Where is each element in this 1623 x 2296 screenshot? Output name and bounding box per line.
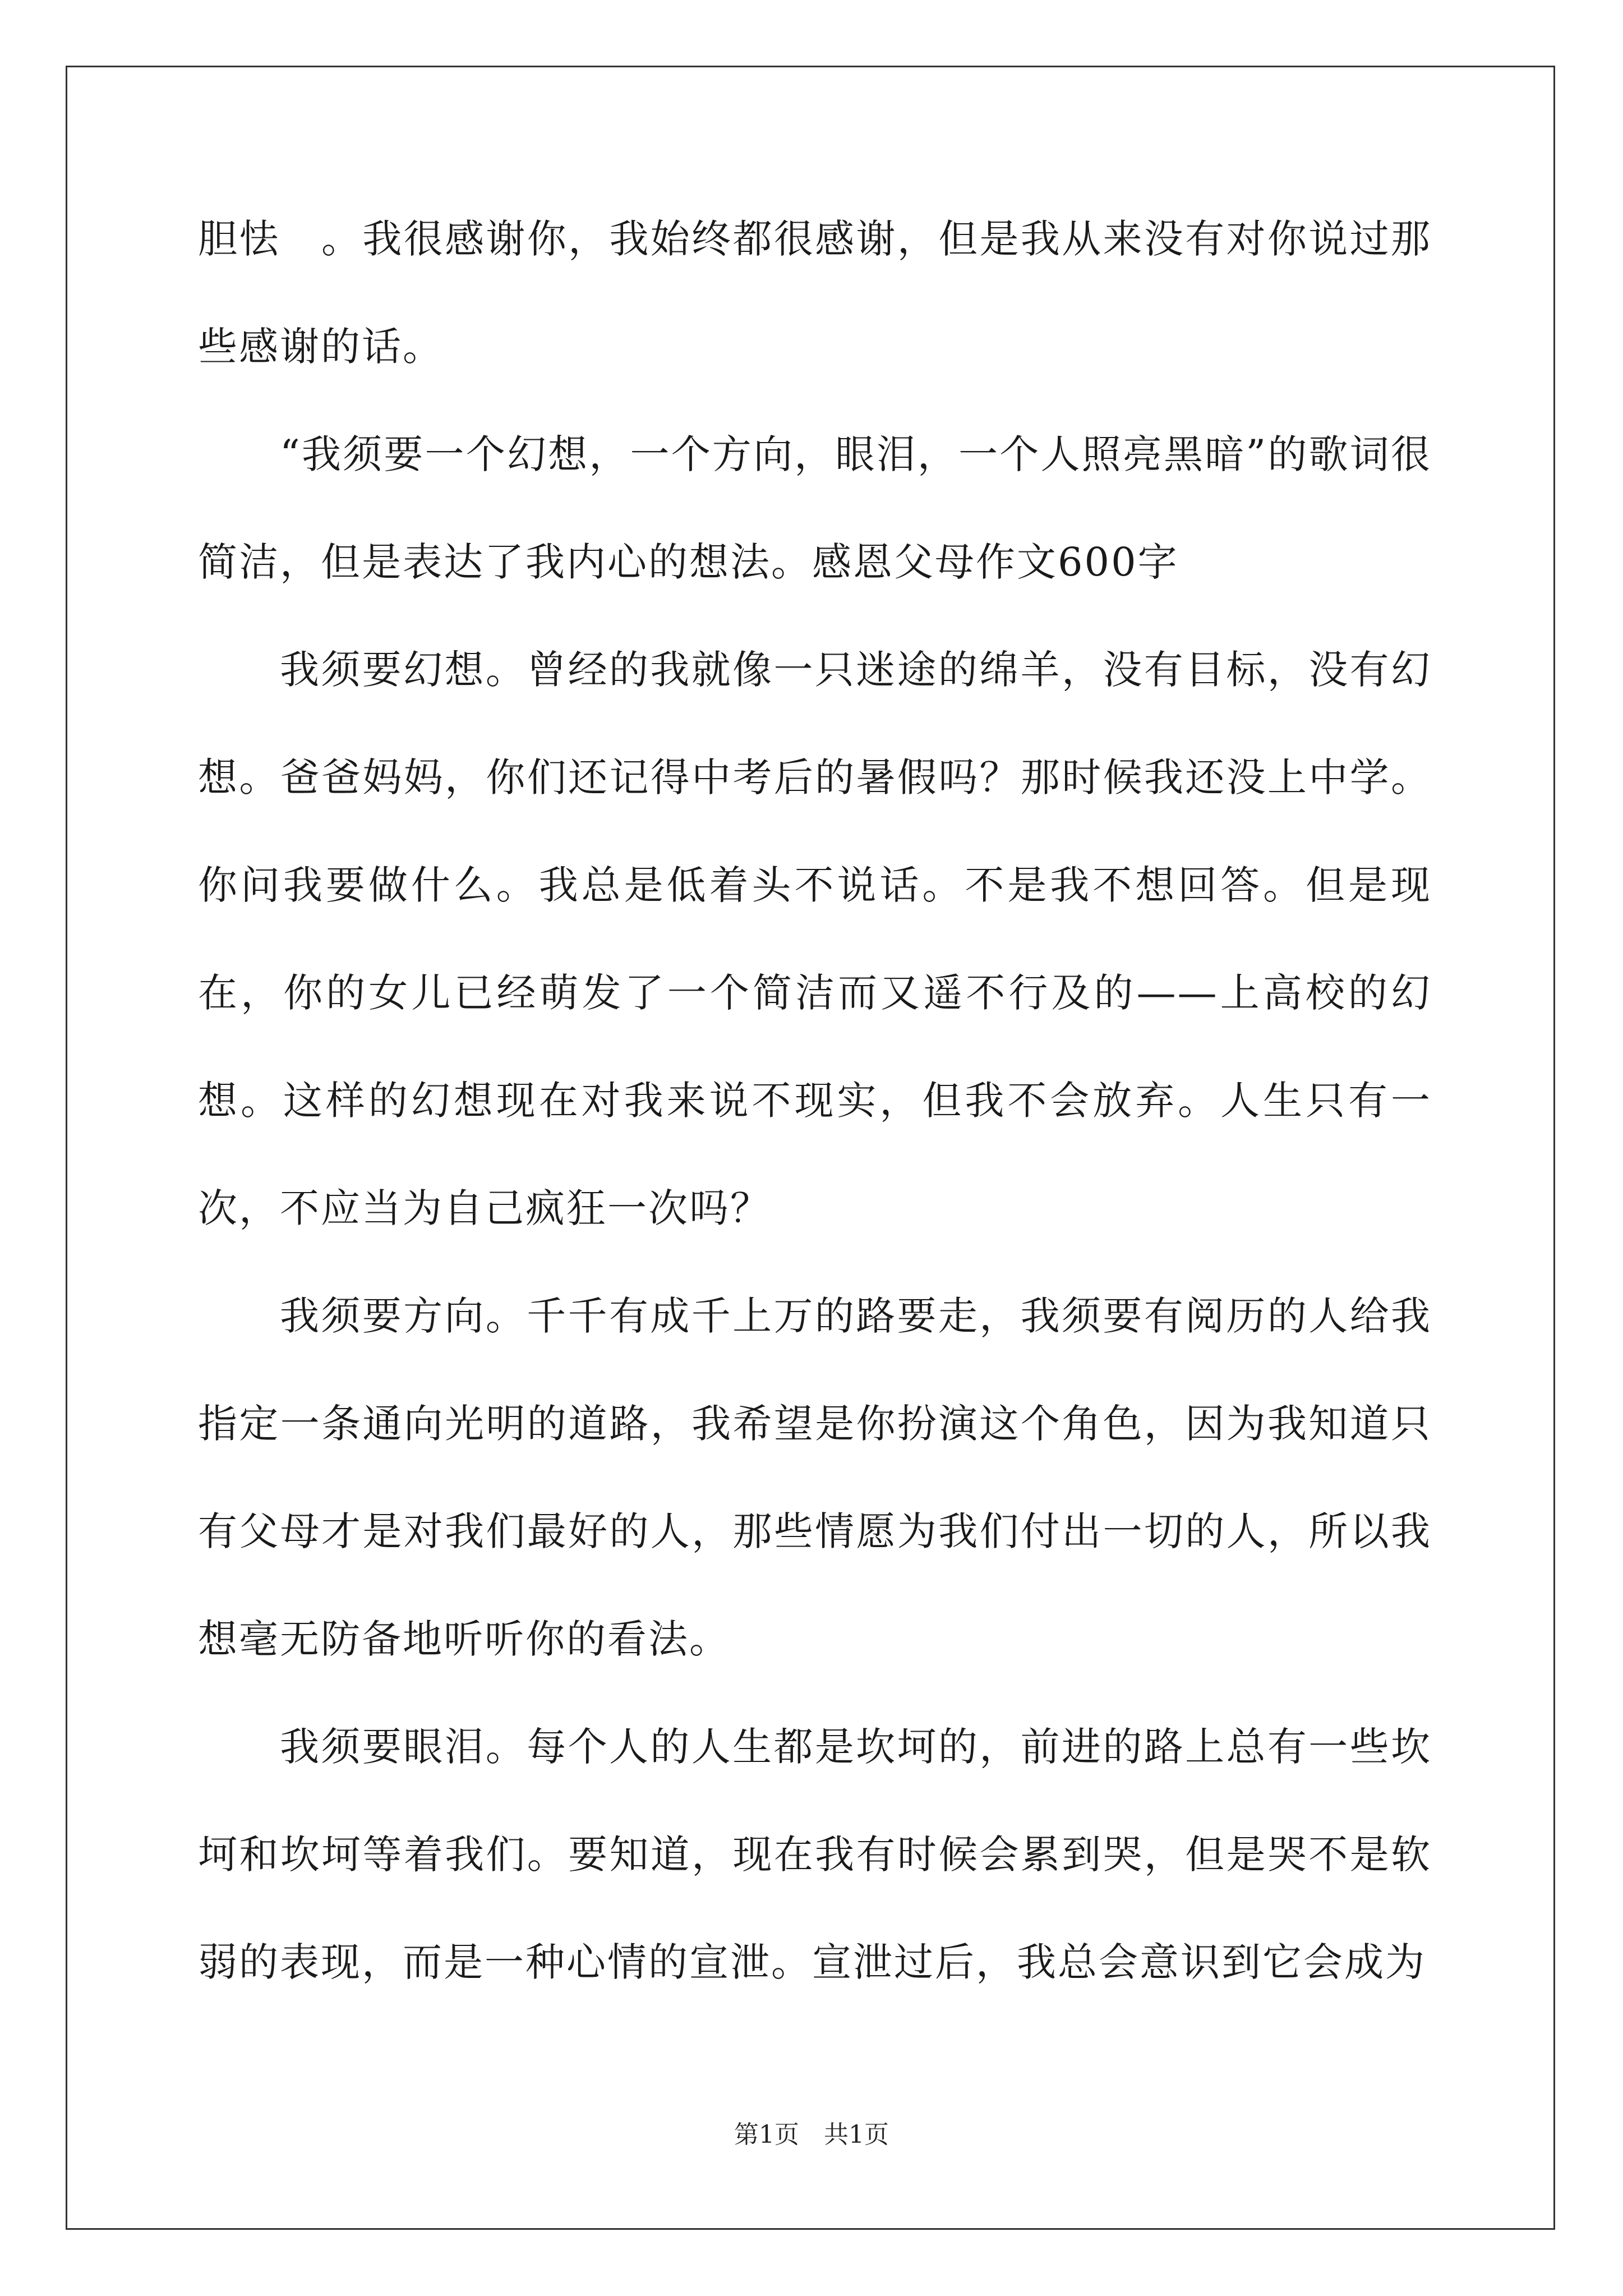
paragraph-1: 胆怯 。我很感谢你，我始终都很感谢，但是我从来没有对你说过那些感谢的话。 [198, 216, 1432, 370]
page-footer: 第1页 共1页 [734, 2120, 889, 2149]
paragraph-2: “我须要一个幻想，一个方向，眼泪，一个人照亮黑暗”的歌词很简洁，但是表达了我内心的想法。感恩父母作文600字 [198, 431, 1432, 585]
paragraph-4: 我须要方向。千千有成千上万的路要走，我须要有阅历的人给我指定一条通向光明的道路，我希望是你扮演这个角色，因为我知道只有父母才是对我们最好的人，那些情愿为我们付出一切的人，所以我想毫无防备地听听你的看法。 [198, 1293, 1432, 1662]
paragraph-3: 我须要幻想。曾经的我就像一只迷途的绵羊，没有目标，没有幻想。爸爸妈妈，你们还记得中考后的暑假吗？那时候我还没上中学。你问我要做什么。我总是低着头不说话。不是我不想回答。但是现在，你的女儿已经萌发了一个简洁而又遥不行及的——上高校的幻想。这样的幻想现在对我来说不现实，但我不会放弃。人生只有一次，不应当为自己疯狂一次吗？ [198, 647, 1432, 1231]
paragraph-5: 我须要眼泪。每个人的人生都是坎坷的，前进的路上总有一些坎坷和坎坷等着我们。要知道，现在我有时候会累到哭，但是哭不是软弱的表现，而是一种心情的宣泄。宣泄过后，我总会意识到它会成为 [198, 1724, 1432, 1985]
document-body [198, 185, 1432, 2016]
